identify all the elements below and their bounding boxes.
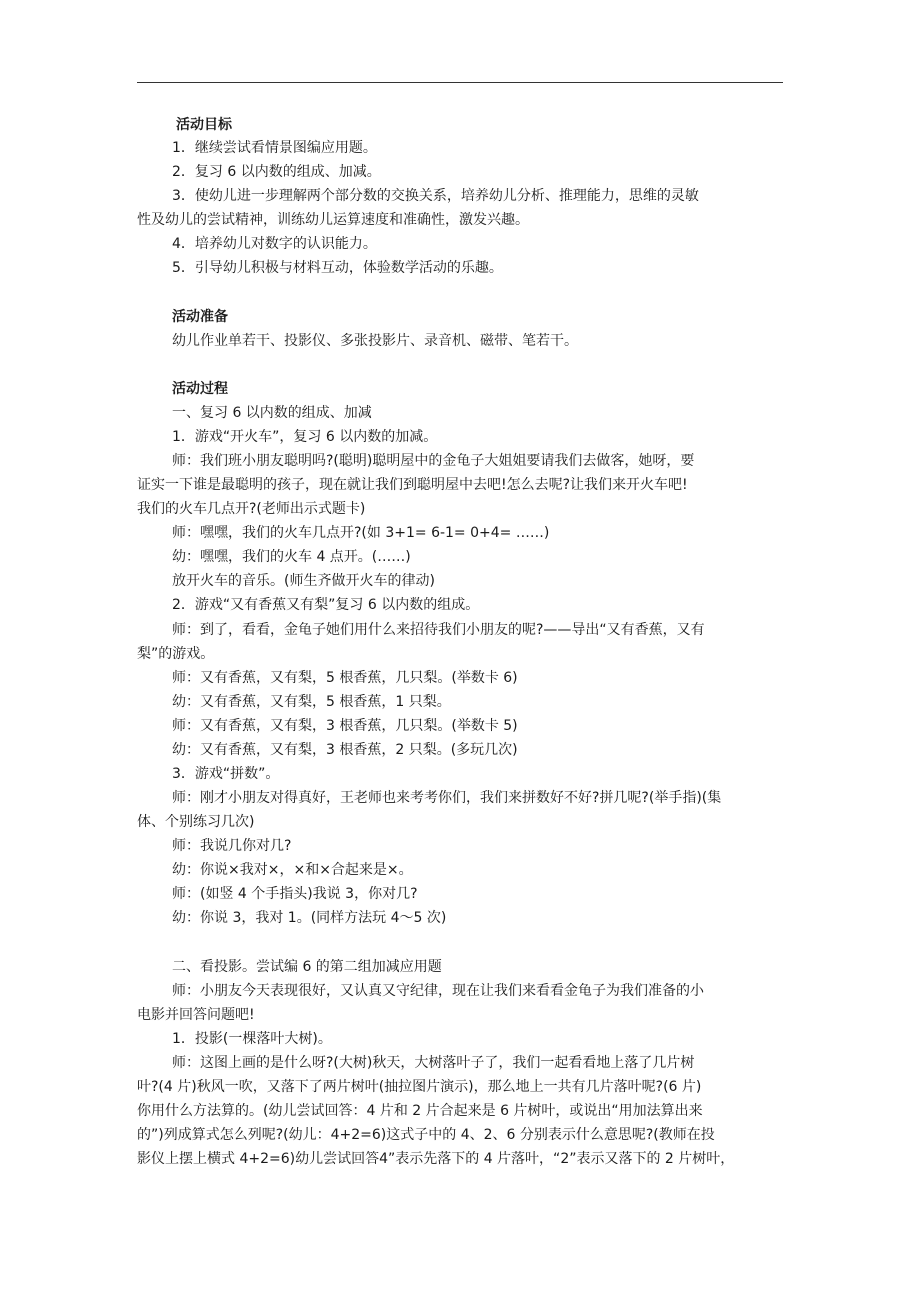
goal-line: 5．引导幼儿积极与材料互动，体验数学活动的乐趣。 <box>172 260 503 276</box>
process-line: 1．游戏“开火车”，复习 6 以内数的加减。 <box>172 429 438 445</box>
process-line: 幼：你说×我对×，×和×合起来是×。 <box>172 862 413 878</box>
goal-line: 性及幼儿的尝试精神，训练幼儿运算速度和准确性，激发兴趣。 <box>137 212 529 228</box>
part2-line: 叶?(4 片)秋风一吹，又落下了两片树叶(抽拉图片演示)，那么地上一共有几片落叶呢?(6 片) <box>137 1079 702 1095</box>
process-line: 师：又有香蕉，又有梨，3 根香蕉，几只梨。(举数卡 5) <box>172 718 518 734</box>
process-line: 2．游戏“又有香蕉又有梨”复习 6 以内数的组成。 <box>172 597 480 613</box>
part2-line: 的”)列成算式怎么列呢?(幼儿：4+2=6)这式子中的 4、2、6 分别表示什么意思呢?(教师在投 <box>137 1127 715 1143</box>
part2-line: 电影并回答问题吧! <box>137 1007 255 1023</box>
goal-line: 3．使幼儿进一步理解两个部分数的交换关系，培养幼儿分析、推理能力，思维的灵敏 <box>172 188 699 204</box>
process-line: 幼：嘿嘿，我们的火车 4 点开。(……) <box>172 549 411 565</box>
part2-line: 师：这图上画的是什么呀?(大树)秋天，大树落叶子了，我们一起看看地上落了几片树 <box>172 1055 695 1071</box>
process-line: 我们的火车几点开?(老师出示式题卡) <box>137 501 366 517</box>
part2-line: 影仪上摆上横式 4+2=6)幼儿尝试回答4”表示先落下的 4 片落叶，“2”表示又落下的 2 片树叶， <box>137 1151 735 1167</box>
process-line: 一、复习 6 以内数的组成、加减 <box>172 405 372 421</box>
process-line: 师：到了，看看，金龟子她们用什么来招待我们小朋友的呢?——导出“又有香蕉，又有 <box>172 622 705 638</box>
part2-line: 1．投影(一棵落叶大树)。 <box>172 1031 332 1047</box>
process-line: 放开火车的音乐。(师生齐做开火车的律动) <box>172 573 435 589</box>
section-heading-process: 活动过程 <box>172 381 228 397</box>
section-heading-prep: 活动准备 <box>172 309 228 325</box>
header-rule <box>137 82 783 83</box>
process-line: 师：刚才小朋友对得真好，王老师也来考考你们，我们来拼数好不好?拼几呢?(举手指)(集 <box>172 790 722 806</box>
process-line: 师：我们班小朋友聪明吗?(聪明)聪明屋中的金龟子大姐姐要请我们去做客，她呀，要 <box>172 453 695 469</box>
part2-line: 二、看投影。尝试编 6 的第二组加减应用题 <box>172 959 442 975</box>
process-line: 师：嘿嘿，我们的火车几点开?(如 3+1= 6-1= 0+4= ……) <box>172 525 550 541</box>
goal-line: 1．继续尝试看情景图编应用题。 <box>172 140 377 156</box>
process-line: 梨”的游戏。 <box>137 646 215 662</box>
part2-line: 师：小朋友今天表现很好，又认真又守纪律，现在让我们来看看金龟子为我们准备的小 <box>172 983 704 999</box>
section-heading-goals: 活动目标 <box>176 117 232 133</box>
process-line: 师：(如竖 4 个手指头)我说 3，你对几? <box>172 886 418 902</box>
part2-line: 你用什么方法算的。(幼儿尝试回答：4 片和 2 片合起来是 6 片树叶，或说出“用加法算出来 <box>137 1103 703 1119</box>
prep-text: 幼儿作业单若干、投影仪、多张投影片、录音机、磁带、笔若干。 <box>172 333 578 349</box>
process-line: 体、个别练习几次) <box>137 814 255 830</box>
process-line: 师：又有香蕉，又有梨，5 根香蕉，几只梨。(举数卡 6) <box>172 670 518 686</box>
process-line: 证实一下谁是最聪明的孩子，现在就让我们到聪明屋中去吧!怎么去呢?让我们来开火车吧! <box>137 477 688 493</box>
goal-line: 2．复习 6 以内数的组成、加减。 <box>172 164 381 180</box>
process-line: 3．游戏“拼数”。 <box>172 766 280 782</box>
process-line: 幼：又有香蕉，又有梨，5 根香蕉，1 只梨。 <box>172 694 451 710</box>
process-line: 师：我说几你对几? <box>172 838 292 854</box>
process-line: 幼：你说 3，我对 1。(同样方法玩 4～5 次) <box>172 910 447 926</box>
process-line: 幼：又有香蕉，又有梨，3 根香蕉，2 只梨。(多玩几次) <box>172 742 518 758</box>
goal-line: 4．培养幼儿对数字的认识能力。 <box>172 236 377 252</box>
